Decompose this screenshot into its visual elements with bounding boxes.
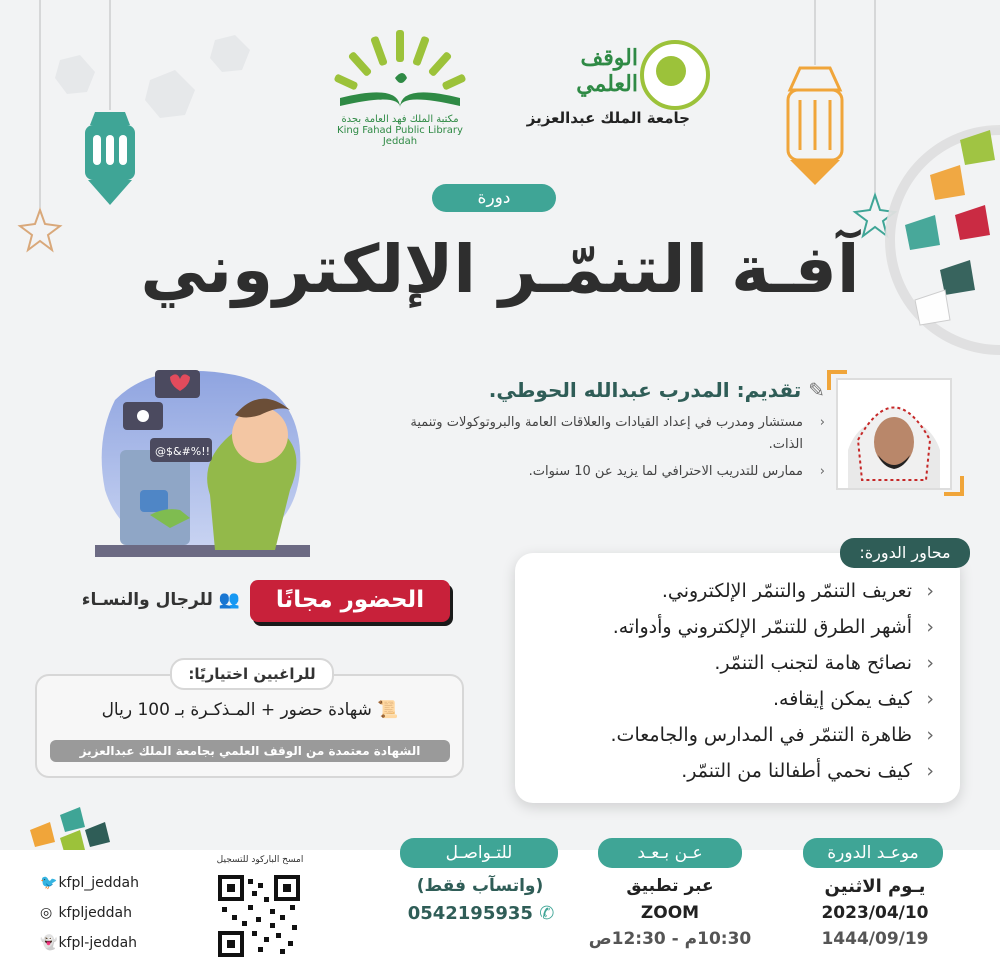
date-gregorian: 2023/04/10 [821, 903, 929, 923]
session-time: 10:30م - 12:30ص [588, 929, 752, 949]
course-title: آفـة التنمّـر الإلكتروني [140, 231, 860, 308]
axes-heading: محاور الدورة: [840, 538, 970, 568]
rosette-right-icon [890, 130, 1000, 350]
audience-row [40, 590, 240, 610]
social-handle[interactable]: kfpl-jeddah [58, 935, 138, 951]
presenter-bullet: ‹ ممارس للتدريب الاحترافي لما يزيد عن 10 سنوات. [405, 461, 825, 483]
twitter-icon: 🐦 [40, 875, 58, 891]
presenter-bullets [405, 412, 825, 483]
axes-card [515, 553, 960, 803]
cyberbullying-illustration [95, 360, 310, 558]
axes-list [515, 553, 960, 789]
certificate-icon: 📜 [377, 700, 399, 720]
lantern-right-icon [788, 68, 842, 185]
snapchat-icon: 👻 [40, 935, 58, 951]
photo-corner [944, 476, 964, 496]
university-name: جامعة الملك عبدالعزيز [526, 109, 690, 127]
social-instagram[interactable] [40, 898, 190, 928]
contact-label: للتـواصـل [400, 838, 558, 868]
star-left-icon [20, 210, 60, 250]
thumbs-down-icon [140, 490, 168, 512]
presenter-avatar-icon [838, 380, 950, 488]
university-logo [515, 35, 710, 135]
library-name-en: King Fahad Public Library Jeddah [337, 125, 463, 147]
pen-icon: ✎ [808, 378, 825, 402]
remote-label: عـن بـعـد [598, 838, 742, 868]
certificate-label: شهادة حضور + المـذكـرة بـ 100 ريال [101, 700, 372, 720]
optional-heading: للراغبين اختياريًا: [170, 658, 334, 690]
date-day: يـوم الاثنين [824, 876, 926, 897]
axes-item: ‹ نصائح هامة لتجنب التنمّر. [525, 645, 934, 681]
presenter-block [405, 378, 825, 483]
qr-caption: امسح الباركود للتسجيل [216, 855, 304, 865]
social-list [40, 868, 190, 958]
axes-item: ‹ ظاهرة التنمّر في المدارس والجامعات. [525, 717, 934, 753]
people-icon: 👥 [218, 590, 240, 610]
whatsapp-icon: ✆ [539, 903, 555, 924]
qr-code-icon[interactable] [218, 875, 300, 957]
date-hijri: 1444/09/19 [821, 929, 929, 949]
library-logo [320, 28, 480, 147]
phone-row[interactable] [396, 903, 566, 924]
presenter-bullet: ‹ مستشار ومدرب في إعداد القيادات والعلاقات العامة والبروتوكولات وتنمية الذات. [405, 412, 825, 456]
audience-label: للرجال والنسـاء [81, 590, 213, 610]
presenter-heading: تقديم: المدرب عبدالله الحوطي. [488, 378, 802, 402]
whatsapp-only: (واتسآب فقط) [416, 876, 544, 896]
platform-name: ZOOM [640, 903, 700, 923]
axes-item: ‹ كيف يمكن إيقافه. [525, 681, 934, 717]
library-book-icon [320, 28, 480, 108]
phone-number[interactable]: 0542195935 [407, 903, 533, 924]
social-handle[interactable]: kfpl_jeddah [58, 875, 139, 891]
axes-item: ‹ أشهر الطرق للتنمّر الإلكتروني وأدواته. [525, 609, 934, 645]
date-label: موعـد الدورة [803, 838, 943, 868]
course-badge: دورة [432, 184, 556, 212]
axes-item: ‹ تعريف التنمّر والتنمّر الإلكتروني. [525, 573, 934, 609]
waqf-circle-icon [640, 40, 710, 110]
photo-corner [827, 370, 847, 390]
certificate-row [60, 700, 440, 720]
presenter-photo [836, 378, 952, 490]
swear-symbols: @$&#%!! [155, 445, 211, 458]
library-name-ar: مكتبة الملك فهد العامة بجدة [341, 114, 459, 125]
social-twitter[interactable] [40, 868, 190, 898]
free-attendance-badge: الحضور مجانًا [250, 580, 450, 622]
platform-text: عبر تطبيق [626, 876, 714, 896]
accredited-label: الشهادة معتمدة من الوقف العلمي بجامعة الملك عبدالعزيز [50, 740, 450, 762]
lantern-left-icon [85, 112, 135, 205]
axes-item: ‹ كيف نحمي أطفالنا من التنمّر. [525, 753, 934, 789]
rosette-bottom-left-icon [30, 807, 110, 855]
social-handle[interactable]: kfpljeddah [58, 905, 132, 921]
waqf-name: الوقف العلمي [576, 45, 638, 97]
instagram-icon: ◎ [40, 905, 53, 921]
social-snapchat[interactable] [40, 928, 190, 958]
